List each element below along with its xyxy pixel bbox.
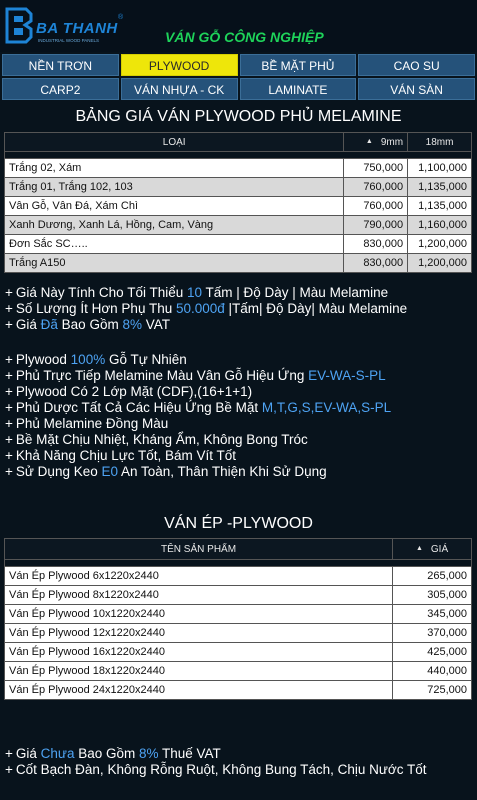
- logo-mark-icon: [4, 6, 34, 44]
- table-header-row: [5, 539, 472, 560]
- cell-price: 370,000: [393, 624, 472, 643]
- col-header-9mm[interactable]: ▲ 9mm: [344, 133, 408, 152]
- table-row: [5, 216, 472, 235]
- pricing-notes: [5, 285, 475, 333]
- category-nav: [2, 54, 475, 102]
- nav-item-v-n-s-n[interactable]: VÁN SÀN: [358, 78, 475, 100]
- melamine-price-table: [4, 132, 472, 273]
- table-row: [5, 624, 472, 643]
- note-text: Khả Năng Chịu Lực Tốt, Bám Vít Tốt: [15, 448, 237, 463]
- cell-price-9mm: 760,000: [344, 178, 408, 197]
- plus-icon: +: [5, 464, 13, 479]
- note-highlight: 100%: [70, 352, 106, 367]
- plus-icon: +: [5, 285, 13, 300]
- note-line: [5, 317, 475, 333]
- plus-icon: +: [5, 416, 13, 431]
- note-line: [5, 285, 475, 301]
- note-line: [5, 762, 475, 778]
- cell-price: 725,000: [393, 681, 472, 700]
- cell-price-18mm: 1,100,000: [408, 159, 472, 178]
- table-spacer: [5, 560, 472, 567]
- note-highlight: 8%: [122, 317, 142, 332]
- note-text: Phủ Trực Tiếp Melamine Màu Vân Gỗ Hiệu Ứng: [15, 368, 309, 383]
- col-header-price[interactable]: ▲ GIÁ: [393, 539, 472, 560]
- note-line: [5, 464, 475, 480]
- nav-item-carp2[interactable]: CARP2: [2, 78, 119, 100]
- sort-up-icon: ▲: [365, 138, 373, 146]
- table-row: [5, 254, 472, 273]
- plus-icon: +: [5, 400, 13, 415]
- site-title: VÁN GỖ CÔNG NGHIỆP: [165, 29, 324, 45]
- cell-type: Trắng A150: [5, 254, 344, 273]
- product-features: [5, 352, 475, 480]
- plus-icon: +: [5, 368, 13, 383]
- cell-price-18mm: 1,200,000: [408, 254, 472, 273]
- col-header-product-name[interactable]: TÊN SẢN PHẨM: [5, 539, 393, 560]
- table-row: [5, 197, 472, 216]
- note-text: |Tấm| Độ Dày| Màu Melamine: [224, 301, 408, 316]
- cell-price-9mm: 760,000: [344, 197, 408, 216]
- nav-item-plywood[interactable]: PLYWOOD: [121, 54, 238, 76]
- cell-price-18mm: 1,160,000: [408, 216, 472, 235]
- plus-icon: +: [5, 352, 13, 367]
- melamine-table-body: [5, 159, 472, 273]
- note-highlight: EV-WA-S-PL: [308, 368, 386, 383]
- note-text: Cốt Bạch Đàn, Không Rỗng Ruột, Không Bung Tách, Chịu Nước Tốt: [15, 762, 427, 777]
- note-text: Plywood: [15, 352, 71, 367]
- brand-registered-mark: ®: [118, 14, 124, 21]
- note-line: [5, 352, 475, 368]
- brand-name: BA THANH: [36, 20, 118, 37]
- cell-price-9mm: 750,000: [344, 159, 408, 178]
- note-text: Phủ Dược Tất Cả Các Hiệu Ứng Bề Mặt: [15, 400, 262, 415]
- note-text: Thuế VAT: [158, 746, 221, 761]
- nav-item-cao-su[interactable]: CAO SU: [358, 54, 475, 76]
- note-text: Tấm | Độ Dày | Màu Melamine: [202, 285, 389, 300]
- cell-product-name: Ván Ép Plywood 24x1220x2440: [5, 681, 393, 700]
- note-line: [5, 432, 475, 448]
- note-line: [5, 448, 475, 464]
- plus-icon: +: [5, 317, 13, 332]
- cell-price-9mm: 790,000: [344, 216, 408, 235]
- melamine-table-title: BẢNG GIÁ VÁN PLYWOOD PHỦ MELAMINE: [75, 108, 402, 125]
- note-text: Giá: [15, 746, 41, 761]
- plywood-price-table: [4, 538, 472, 700]
- cell-product-name: Ván Ép Plywood 10x1220x2440: [5, 605, 393, 624]
- table-spacer: [5, 152, 472, 159]
- cell-price: 345,000: [393, 605, 472, 624]
- plus-icon: +: [5, 746, 13, 761]
- note-highlight: E0: [101, 464, 118, 479]
- cell-price-9mm: 830,000: [344, 254, 408, 273]
- site-header: [0, 0, 477, 52]
- note-line: [5, 368, 475, 384]
- cell-product-name: Ván Ép Plywood 12x1220x2440: [5, 624, 393, 643]
- cell-price: 425,000: [393, 643, 472, 662]
- cell-type: Trắng 02, Xám: [5, 159, 344, 178]
- note-text: An Toàn, Thân Thiện Khi Sử Dụng: [118, 464, 327, 479]
- nav-row-1: [2, 54, 475, 76]
- note-highlight: Đã: [40, 317, 58, 332]
- table-row: [5, 159, 472, 178]
- note-line: [5, 746, 475, 762]
- nav-item-b-m-t-ph[interactable]: BỀ MẶT PHỦ: [240, 54, 357, 76]
- note-text: Plywood Có 2 Lớp Mặt (CDF),(16+1+1): [15, 384, 253, 399]
- plus-icon: +: [5, 762, 13, 777]
- cell-price-9mm: 830,000: [344, 235, 408, 254]
- note-text: Gỗ Tự Nhiên: [105, 352, 187, 367]
- sort-up-icon: ▲: [415, 545, 423, 553]
- nav-item-v-n-nh-a-ck[interactable]: VÁN NHỰA - CK: [121, 78, 238, 100]
- cell-product-name: Ván Ép Plywood 6x1220x2440: [5, 567, 393, 586]
- table-row: [5, 235, 472, 254]
- note-text: Sử Dụng Keo: [15, 464, 102, 479]
- cell-price: 265,000: [393, 567, 472, 586]
- note-text: Phủ Melamine Đồng Màu: [15, 416, 169, 431]
- note-highlight: M,T,G,S,EV-WA,S-PL: [261, 400, 392, 415]
- cell-product-name: Ván Ép Plywood 18x1220x2440: [5, 662, 393, 681]
- brand-tagline: INDUSTRIAL WOOD PANELS: [38, 38, 100, 43]
- note-text: Số Lượng Ít Hơn Phụ Thu: [15, 301, 176, 316]
- cell-price-18mm: 1,135,000: [408, 197, 472, 216]
- cell-product-name: Ván Ép Plywood 16x1220x2440: [5, 643, 393, 662]
- table-row: [5, 643, 472, 662]
- note-text: Giá Này Tính Cho Tối Thiểu: [15, 285, 187, 300]
- brand-logo[interactable]: [4, 6, 122, 48]
- col-header-18mm[interactable]: 18mm: [408, 133, 472, 152]
- plus-icon: +: [5, 384, 13, 399]
- cell-price: 305,000: [393, 586, 472, 605]
- note-line: [5, 416, 475, 432]
- table-row: [5, 681, 472, 700]
- plywood-table-title: VÁN ÉP -PLYWOOD: [164, 515, 313, 532]
- cell-type: Xanh Dương, Xanh Lá, Hồng, Cam, Vàng: [5, 216, 344, 235]
- cell-type: Vân Gỗ, Vân Đá, Xám Chì: [5, 197, 344, 216]
- nav-row-2: [2, 78, 475, 100]
- note-highlight: 50.000đ: [175, 301, 225, 316]
- cell-type: Đơn Sắc SC…..: [5, 235, 344, 254]
- plywood-notes: [5, 746, 475, 778]
- note-text: Giá: [15, 317, 41, 332]
- nav-item-laminate[interactable]: LAMINATE: [240, 78, 357, 100]
- table-row: [5, 178, 472, 197]
- note-text: Bao Gồm: [57, 317, 123, 332]
- note-line: [5, 301, 475, 317]
- col-header-type[interactable]: LOẠI: [5, 133, 344, 152]
- table-row: [5, 605, 472, 624]
- plus-icon: +: [5, 432, 13, 447]
- note-line: [5, 384, 475, 400]
- plywood-table-body: [5, 567, 472, 700]
- table-row: [5, 567, 472, 586]
- note-line: [5, 400, 475, 416]
- table-row: [5, 586, 472, 605]
- cell-product-name: Ván Ép Plywood 8x1220x2440: [5, 586, 393, 605]
- note-text: Bao Gồm: [74, 746, 139, 761]
- note-highlight: Chưa: [40, 746, 75, 761]
- nav-item-n-n-tr-n[interactable]: NỀN TRƠN: [2, 54, 119, 76]
- cell-price-18mm: 1,135,000: [408, 178, 472, 197]
- note-text: Bề Mặt Chịu Nhiệt, Kháng Ẩm, Không Bong Tróc: [15, 432, 308, 447]
- note-text: VAT: [141, 317, 170, 332]
- table-header-row: [5, 133, 472, 152]
- cell-price: 440,000: [393, 662, 472, 681]
- plus-icon: +: [5, 301, 13, 316]
- table-row: [5, 662, 472, 681]
- note-highlight: 10: [186, 285, 203, 300]
- note-highlight: 8%: [139, 746, 159, 761]
- cell-price-18mm: 1,200,000: [408, 235, 472, 254]
- plus-icon: +: [5, 448, 13, 463]
- cell-type: Trắng 01, Trắng 102, 103: [5, 178, 344, 197]
